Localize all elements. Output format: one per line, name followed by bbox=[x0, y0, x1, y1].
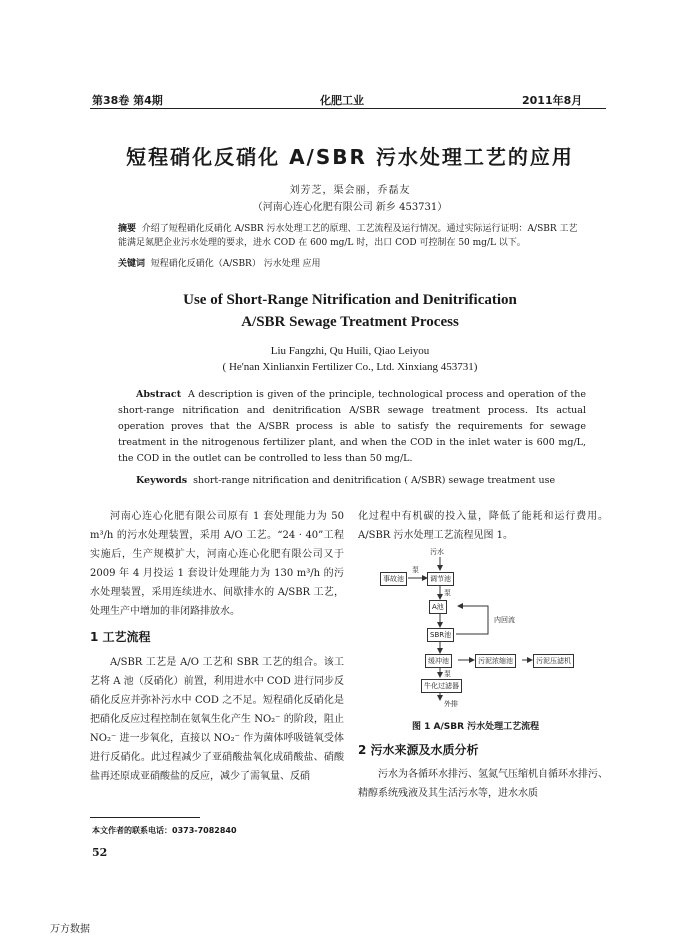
abstract-en-label: Abstract bbox=[136, 389, 182, 400]
affiliation-en: ( He'nan Xinlianxin Fertilizer Co., Ltd. Xinxiang 453731) bbox=[222, 361, 478, 373]
diagram-outlet: 外排 bbox=[444, 700, 458, 708]
section-2-paragraph: 污水为各循环水排污、氢氮气压缩机自循环水排污、精醇系统残液及其生活污水等，进水水质 bbox=[358, 769, 608, 799]
title-en-line1: Use of Short-Range Nitrification and Denitrification bbox=[183, 292, 517, 308]
right-column-section-2 bbox=[358, 741, 608, 803]
diagram-sludge-thickener: 污泥浓缩池 bbox=[475, 654, 516, 668]
left-column bbox=[90, 507, 344, 786]
header-volume-issue: 第38卷 第4期 bbox=[92, 94, 163, 107]
diagram-pump-1: 泵 bbox=[412, 566, 419, 574]
header-rule bbox=[90, 108, 606, 109]
keywords-cn-label: 关键词 bbox=[118, 259, 146, 269]
diagram-pump-2: 泵 bbox=[444, 589, 451, 597]
section-1-paragraph: A/SBR 工艺是 A/O 工艺和 SBR 工艺的组合。该工艺将 A 池（反硝化）前置，利用进水中 COD 进行同步反硝化反应并弥补污水中 COD 之不足。短程硝化反硝化是把硝化反应过程控制在氨氧生化产生 NO₂⁻ 的阶段，阻止 NO₂⁻ 进一步氧化，直接以 NO₂⁻ 作为菌体呼吸链氧受体进行反硝化。此过程减少了亚硝酸盐氧化成硝酸盐、硝酸盐再还原成亚硝酸盐的反应，减少了需氧量、反硝 bbox=[90, 657, 344, 782]
diagram-sludge-filter-press: 污泥压滤机 bbox=[533, 654, 574, 668]
abstract-en bbox=[118, 387, 586, 467]
abstract-en-text: A description is given of the principle, technological process and operation of the short-range nitrification and denitrification A/SBR sewage treatment process. Its actual operation proves that the A/SBR process is able to satisfy the requirements for sewage treatment in the nitrogenous fertilizer plant, and when the COD in the inlet water is 600 mg/L, the COD in the outlet can be controlled to less than 50 mg/L. bbox=[118, 389, 586, 464]
abstract-cn-text: 介绍了短程硝化反硝化 A/SBR 污水处理工艺的原理、工艺流程及运行情况。通过实际运行证明：A/SBR 工艺能满足氮肥企业污水处理的要求，进水 COD 在 600 mg/L 时，出口 COD 可控制在 50 mg/L 以下。 bbox=[118, 224, 578, 248]
diagram-pump-3: 泵 bbox=[444, 670, 451, 678]
keywords-en-text: short-range nitrification and denitrification ( A/SBR) sewage treatment use bbox=[193, 475, 556, 486]
keywords-en-label: Keywords bbox=[136, 475, 188, 486]
figure-1-caption: 图 1 A/SBR 污水处理工艺流程 bbox=[412, 722, 540, 732]
footnote: 本文作者的联系电话：0373-7082840 bbox=[92, 826, 237, 835]
affiliation-cn: （河南心连心化肥有限公司 新乡 453731） bbox=[252, 202, 448, 213]
authors-en: Liu Fangzhi, Qu Huili, Qiao Leiyou bbox=[270, 345, 430, 357]
keywords-cn bbox=[118, 257, 582, 271]
header-date: 2011年8月 bbox=[522, 94, 583, 107]
figure-1-diagram bbox=[370, 545, 600, 710]
intro-paragraph: 河南心连心化肥有限公司原有 1 套处理能力为 50 m³/h 的污水处理装置，采用 A/O 工艺。“24 · 40”工程实施后，生产规模扩大，河南心连心化肥有限公司又于 2009 年 4 月投运 1 套设计处理能力为 130 m³/h 的污水处理装置，采用连续进水、间歇排水的 A/SBR 工艺，处理生产中增加的非闭路排放水。 bbox=[90, 511, 344, 617]
title-cn: 短程硝化反硝化 A/SBR 污水处理工艺的应用 bbox=[126, 145, 574, 169]
abstract-cn bbox=[118, 222, 582, 250]
authors-cn: 刘芳芝，渠会丽，乔磊友 bbox=[289, 185, 411, 196]
diagram-inlet: 污水 bbox=[430, 548, 444, 556]
abstract-cn-label: 摘要 bbox=[118, 224, 137, 234]
diagram-buffer-pool: 缓冲池 bbox=[425, 654, 452, 668]
header-journal: 化肥工业 bbox=[320, 94, 364, 107]
diagram-arrows bbox=[370, 545, 600, 710]
right-col-text: 化过程中有机碳的投入量，降低了能耗和运行费用。A/SBR 污水处理工艺流程见图 1。 bbox=[358, 511, 608, 541]
diagram-filter: 牛化过滤器 bbox=[421, 679, 462, 693]
diagram-regulating-pool: 调节池 bbox=[427, 572, 454, 586]
title-en-line2: A/SBR Sewage Treatment Process bbox=[241, 314, 459, 330]
keywords-en bbox=[118, 473, 586, 489]
right-column-continuation bbox=[358, 507, 608, 545]
page-number: 52 bbox=[92, 846, 108, 859]
watermark: 万方数据 bbox=[50, 924, 90, 935]
diagram-internal-reflux: 内回流 bbox=[494, 616, 515, 624]
section-1-title: 1 工艺流程 bbox=[90, 630, 151, 644]
keywords-cn-text: 短程硝化反硝化（A/SBR） 污水处理 应用 bbox=[150, 259, 321, 269]
diagram-a-pool: A池 bbox=[429, 600, 447, 614]
footnote-rule bbox=[90, 817, 200, 818]
section-2-title: 2 污水来源及水质分析 bbox=[358, 743, 479, 757]
diagram-sbr-pool: SBR池 bbox=[427, 628, 454, 642]
diagram-accident-pool: 事故池 bbox=[380, 572, 407, 586]
